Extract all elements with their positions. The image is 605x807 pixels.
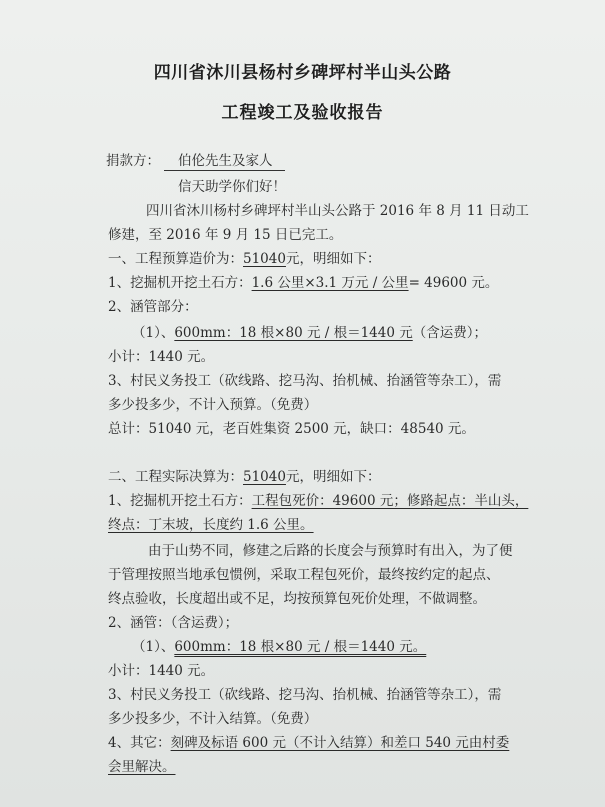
budget-total: 总计：51040 元，老百姓集资 2500 元，缺口：48540 元。 xyxy=(108,421,475,437)
actual-item4 xyxy=(108,734,509,752)
actual-heading xyxy=(108,468,380,486)
budget-item2: 2、涵管部分： xyxy=(108,299,198,315)
budget-item1 xyxy=(108,274,498,292)
report-title-line2: 工程竣工及验收报告 xyxy=(221,103,384,123)
budget-item1-formula: 1.6 公里×3.1 万元 / 公里 xyxy=(251,275,409,291)
actual-heading-suffix: 元，明细如下： xyxy=(285,469,381,485)
actual-amount: 51040 xyxy=(243,469,286,485)
actual-item1-line1 xyxy=(108,492,528,510)
budget-item3-line1: 3、村民义务投工（砍线路、挖马沟、抬机械、抬涵管等杂工），需 xyxy=(108,373,502,389)
budget-item2-detail xyxy=(132,324,487,342)
report-title-line1: 四川省沐川县杨村乡碑坪村半山头公路 xyxy=(153,63,452,83)
budget-subtotal: 小计：1440 元。 xyxy=(108,349,215,365)
actual-note-line3: 终点验收，长度超出或不足，均按预算包死价处理，不做调整。 xyxy=(108,591,486,607)
budget-heading-label: 一、工程预算造价为： xyxy=(108,251,243,267)
actual-item4-label: 4、其它： xyxy=(108,735,171,751)
actual-item2-formula: 600mm：18 根×80 元 / 根＝1440 元。 xyxy=(174,639,427,655)
intro-line2: 修建，至 2016 年 9 月 15 日已完工。 xyxy=(108,227,343,243)
budget-item2-index: （1）、 xyxy=(132,325,175,341)
budget-item2-formula: 600mm：18 根×80 元 / 根＝1440 元 xyxy=(174,325,413,341)
donor-label: 捐款方： xyxy=(106,153,160,169)
budget-amount: 51040 xyxy=(243,251,286,267)
actual-item2-index: （1）、 xyxy=(132,639,175,655)
budget-item3-line2: 多少投多少，不计入预算。（免费） xyxy=(108,397,318,413)
actual-item1-line2: 终点：丁末坡，长度约 1.6 公里。 xyxy=(108,517,314,533)
donor-name: 伯伦先生及家人 xyxy=(164,152,285,171)
intro-line1: 四川省沐川杨村乡碑坪村半山头公路于 2016 年 8 月 11 日动工 xyxy=(146,203,529,219)
actual-note-line1: 由于山势不同，修建之后路的长度会与预算时有出入，为了便 xyxy=(148,543,513,559)
actual-item1-contract: 工程包死价：49600 元；修路起点：半山头， xyxy=(251,493,529,509)
budget-item1-result: = 49600 元。 xyxy=(408,275,499,291)
actual-item2-detail xyxy=(132,638,426,656)
actual-note-line2: 于管理按照当地承包惯例，采取工程包死价，最终按约定的起点、 xyxy=(108,567,500,583)
budget-heading xyxy=(108,250,380,268)
actual-subtotal: 小计：1440 元。 xyxy=(108,663,215,679)
greeting: 信天助学你们好！ xyxy=(178,179,286,195)
budget-item1-label: 1、挖掘机开挖土石方： xyxy=(108,275,252,291)
budget-heading-suffix: 元，明细如下： xyxy=(285,251,381,267)
actual-heading-label: 二、工程实际决算为： xyxy=(108,469,243,485)
actual-item4-detail: 刻碑及标语 600 元（不计入结算）和差口 540 元由村委 xyxy=(170,735,510,751)
budget-item2-note: （含运费）； xyxy=(412,325,487,341)
actual-item4-line2: 会里解决。 xyxy=(108,759,176,775)
actual-item3-line2: 多少投多少，不计入结算。（免费） xyxy=(108,711,318,727)
actual-item2: 2、涵管：（含运费）； xyxy=(108,615,239,631)
donor-line xyxy=(106,152,285,171)
actual-item3-line1: 3、村民义务投工（砍线路、挖马沟、抬机械、抬涵管等杂工），需 xyxy=(108,687,502,703)
actual-item1-label: 1、挖掘机开挖土石方： xyxy=(108,493,252,509)
